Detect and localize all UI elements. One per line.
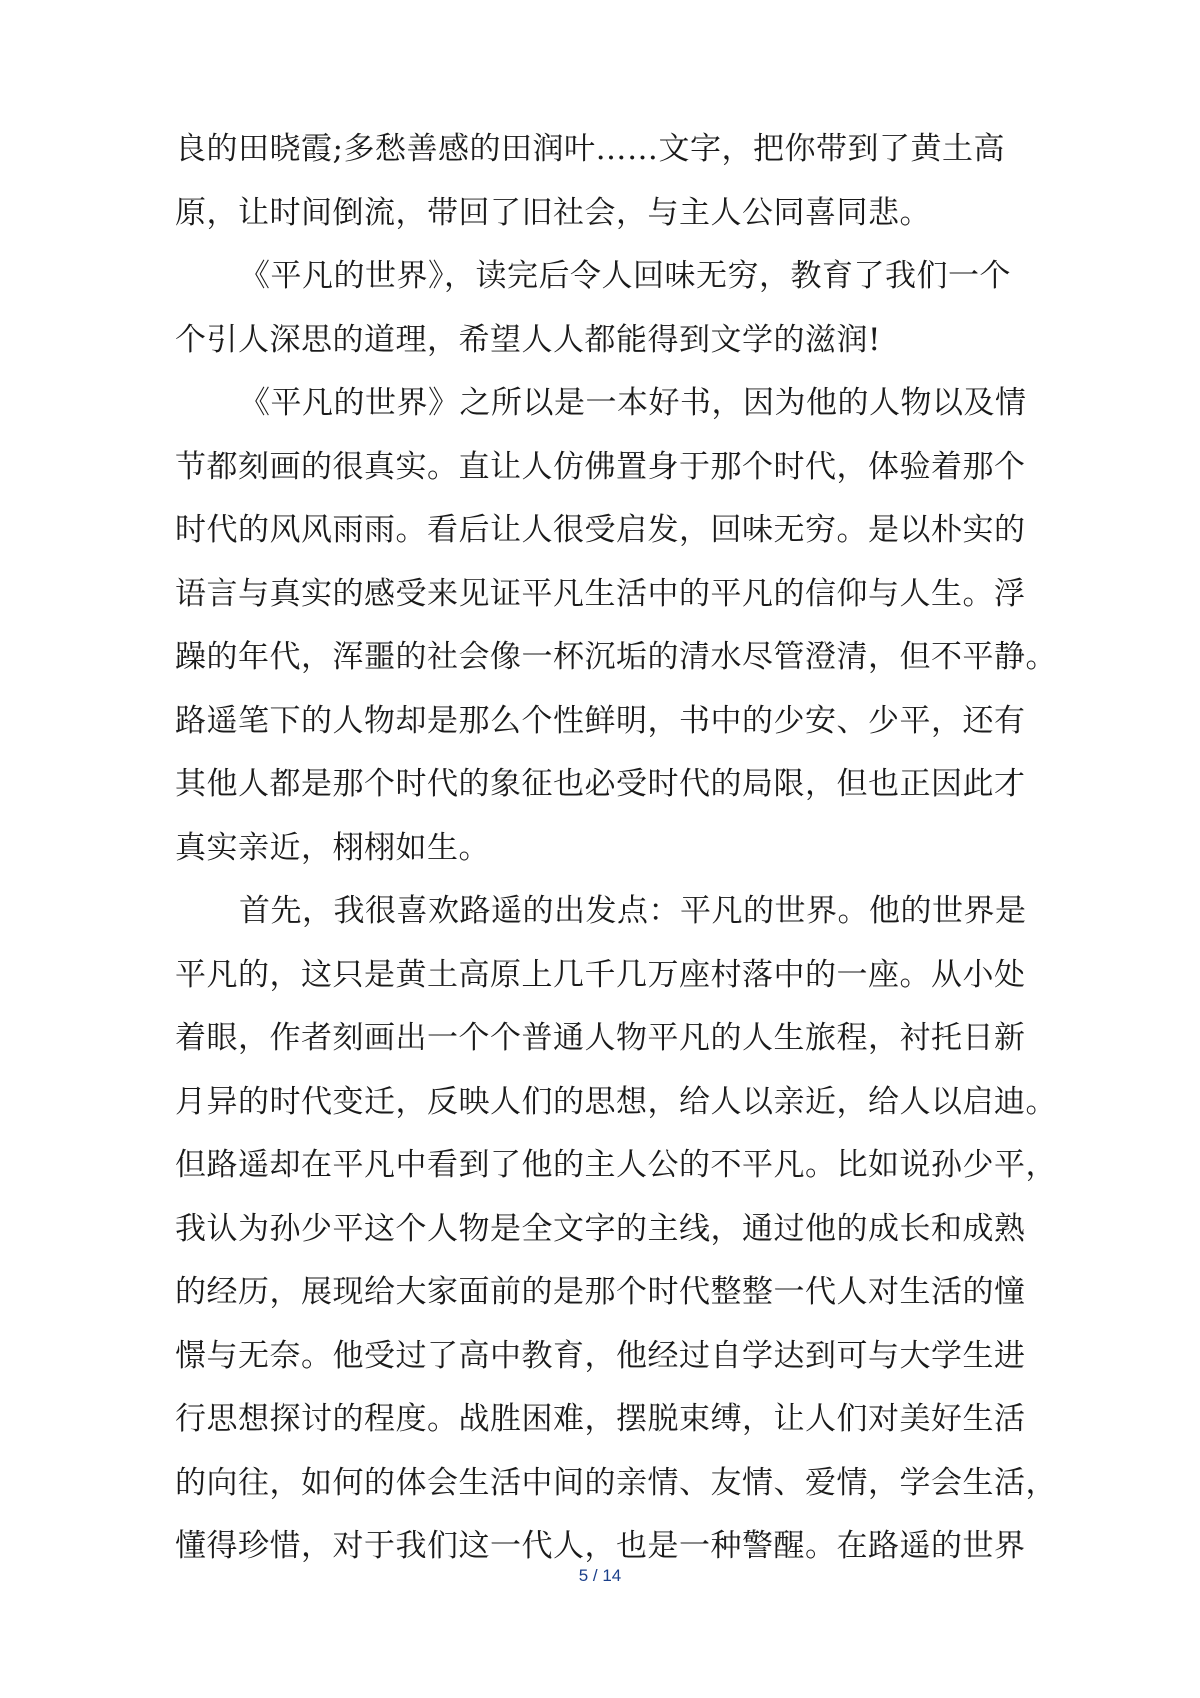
page-number: 5 / 14 xyxy=(578,1566,622,1585)
text-line: 我认为孙少平这个人物是全文字的主线，通过他的成长和成熟 xyxy=(175,1210,1026,1247)
text-line: 懂得珍惜，对于我们这一代人，也是一种警醒。在路遥的世界 xyxy=(175,1528,1026,1564)
text-line: 平凡的，这只是黄土高原上几千几万座村落中的一座。从小处 xyxy=(175,956,1026,993)
text-line: 的向往，如何的体会生活中间的亲情、友情、爱情，学会生活， xyxy=(175,1464,1057,1501)
text-line: 的经历，展现给大家面前的是那个时代整整一代人对生活的憧 xyxy=(175,1274,1026,1310)
paragraph-first-line: 《平凡的世界》之所以是一本好书，因为他的人物以及情 xyxy=(239,385,1027,421)
text-line: 但路遥却在平凡中看到了他的主人公的不平凡。比如说孙少平， xyxy=(175,1147,1057,1183)
text-line: 真实亲近，栩栩如生。 xyxy=(175,829,490,866)
text-line: 憬与无奈。他受过了高中教育，他经过自学达到可与大学生进 xyxy=(175,1337,1026,1374)
text-line: 节都刻画的很真实。直让人仿佛置身于那个时代，体验着那个 xyxy=(175,448,1026,485)
text-line: 良的田晓霞;多愁善感的田润叶……文字，把你带到了黄土高 xyxy=(175,131,1005,167)
text-line: 其他人都是那个时代的象征也必受时代的局限，但也正因此才 xyxy=(175,766,1026,802)
text-line: 月异的时代变迁，反映人们的思想，给人以亲近，给人以启迪。 xyxy=(175,1083,1057,1120)
text-line: 行思想探讨的程度。战胜困难，摆脱束缚，让人们对美好生活 xyxy=(175,1401,1026,1437)
text-line: 个引人深思的道理，希望人人都能得到文学的滋润! xyxy=(175,321,881,358)
text-line: 原，让时间倒流，带回了旧社会，与主人公同喜同悲。 xyxy=(175,194,931,231)
text-line: 语言与真实的感受来见证平凡生活中的平凡的信仰与人生。浮 xyxy=(175,575,1026,612)
paragraph-first-line: 首先，我很喜欢路遥的出发点：平凡的世界。他的世界是 xyxy=(239,893,1027,929)
text-line: 时代的风风雨雨。看后让人很受启发，回味无穷。是以朴实的 xyxy=(175,512,1026,548)
text-line: 躁的年代，浑噩的社会像一杯沉垢的清水尽管澄清，但不平静。 xyxy=(175,639,1057,675)
body-text xyxy=(175,118,1057,1579)
text-line: 着眼，作者刻画出一个个普通人物平凡的人生旅程，衬托日新 xyxy=(175,1020,1026,1056)
paragraph-first-line: 《平凡的世界》，读完后令人回味无穷，教育了我们一个 xyxy=(239,258,1011,294)
text-line: 路遥笔下的人物却是那么个性鲜明，书中的少安、少平，还有 xyxy=(175,702,1026,739)
